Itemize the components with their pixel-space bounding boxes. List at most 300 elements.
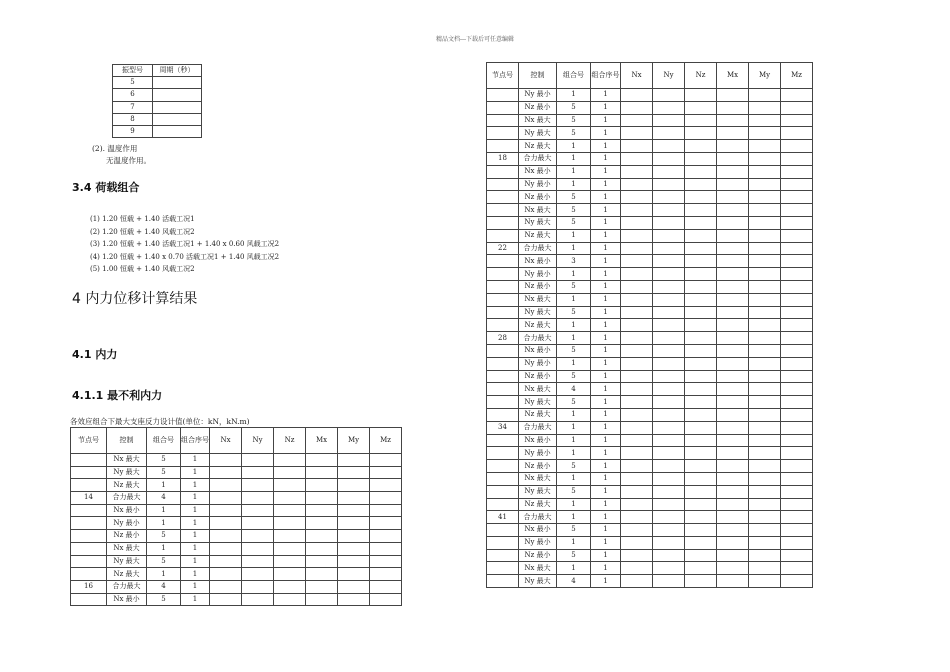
combo-cell: 5 [557, 191, 591, 204]
combo-cell: 5 [557, 204, 591, 217]
ny-cell [653, 344, 685, 357]
control-cell: Nz 最大 [519, 498, 557, 511]
my-cell [749, 216, 781, 229]
combo-seq-cell: 1 [181, 454, 210, 467]
node-cell [71, 568, 107, 581]
period-table [112, 64, 202, 138]
period-row [113, 113, 202, 125]
combo-seq-cell: 1 [591, 229, 621, 242]
table-row [487, 396, 813, 409]
temperature-title: (2). 温度作用 [92, 144, 138, 153]
mz-cell [781, 460, 813, 473]
period-header-row [113, 65, 202, 77]
mx-cell [717, 191, 749, 204]
nx-cell [621, 370, 653, 383]
mode-number-cell: 9 [113, 125, 153, 137]
table-row [71, 479, 402, 492]
mz-cell [370, 479, 402, 492]
combo-cell: 1 [557, 498, 591, 511]
nz-cell [685, 152, 717, 165]
header-my: My [749, 63, 781, 89]
nx-cell [621, 319, 653, 332]
nx-cell [621, 511, 653, 524]
control-cell: 合力最大 [519, 332, 557, 345]
my-cell [749, 549, 781, 562]
my-cell [749, 89, 781, 102]
control-cell: Nx 最大 [519, 562, 557, 575]
combination-list [90, 213, 279, 276]
control-cell: Nx 最小 [519, 524, 557, 537]
combo-cell: 1 [557, 357, 591, 370]
node-cell [71, 542, 107, 555]
my-cell [749, 268, 781, 281]
table-row [487, 191, 813, 204]
combo-cell: 1 [557, 408, 591, 421]
control-cell: Nz 最小 [519, 370, 557, 383]
combo-cell: 5 [557, 114, 591, 127]
table-row [487, 357, 813, 370]
reaction-table-left [70, 427, 402, 606]
node-cell [487, 306, 519, 319]
nz-cell [685, 268, 717, 281]
section-3-4-heading: 3.4 荷载组合 [72, 181, 140, 194]
node-cell [71, 479, 107, 492]
combo-cell: 5 [147, 555, 181, 568]
mz-cell [781, 344, 813, 357]
combo-seq-cell: 1 [591, 498, 621, 511]
my-cell [749, 255, 781, 268]
node-cell [487, 472, 519, 485]
table-row [487, 255, 813, 268]
mz-cell [781, 293, 813, 306]
nx-cell [621, 434, 653, 447]
node-cell [71, 454, 107, 467]
mx-cell [717, 114, 749, 127]
table-row [71, 568, 402, 581]
combo-seq-cell: 1 [591, 127, 621, 140]
mx-cell [717, 332, 749, 345]
mz-cell [781, 165, 813, 178]
node-cell [487, 434, 519, 447]
ny-cell [653, 140, 685, 153]
node-cell [487, 204, 519, 217]
node-cell [487, 293, 519, 306]
mx-cell [717, 204, 749, 217]
combo-seq-cell: 1 [591, 255, 621, 268]
node-cell [487, 268, 519, 281]
combo-cell: 5 [557, 549, 591, 562]
mx-cell [717, 472, 749, 485]
nz-cell [685, 357, 717, 370]
ny-cell [653, 306, 685, 319]
control-cell: 合力最大 [107, 492, 147, 505]
combo-cell: 1 [147, 568, 181, 581]
combo-seq-cell: 1 [181, 517, 210, 530]
table-row [487, 460, 813, 473]
table-row [71, 492, 402, 505]
nx-cell [621, 332, 653, 345]
table-row [487, 344, 813, 357]
combo-cell: 1 [147, 517, 181, 530]
ny-cell [653, 255, 685, 268]
my-cell [749, 536, 781, 549]
node-cell: 16 [71, 580, 107, 593]
nz-cell [274, 580, 306, 593]
control-cell: Nz 最小 [519, 549, 557, 562]
nz-cell [685, 370, 717, 383]
nz-cell [685, 332, 717, 345]
header-mx: Mx [717, 63, 749, 89]
my-cell [749, 383, 781, 396]
nx-cell [621, 357, 653, 370]
control-cell: Nz 最小 [107, 530, 147, 543]
node-cell [487, 344, 519, 357]
my-cell [338, 568, 370, 581]
node-cell [487, 575, 519, 588]
combo-seq-cell: 1 [591, 204, 621, 217]
combo-seq-cell: 1 [591, 383, 621, 396]
control-cell: Ny 最小 [519, 89, 557, 102]
ny-cell [653, 434, 685, 447]
combo-cell: 5 [557, 344, 591, 357]
nz-cell [685, 344, 717, 357]
nz-cell [685, 165, 717, 178]
control-cell: Ny 最大 [107, 466, 147, 479]
ny-cell [653, 152, 685, 165]
combo-seq-cell: 1 [591, 396, 621, 409]
node-cell [487, 408, 519, 421]
mx-cell [717, 498, 749, 511]
combo-seq-cell: 1 [181, 580, 210, 593]
table-row [487, 408, 813, 421]
control-cell: 合力最大 [519, 152, 557, 165]
combo-cell: 1 [557, 293, 591, 306]
node-cell [487, 524, 519, 537]
mx-cell [717, 421, 749, 434]
my-cell [749, 152, 781, 165]
combination-item: (5) 1.00 恒载 + 1.40 风载工况2 [90, 265, 195, 273]
my-cell [749, 524, 781, 537]
mx-cell [306, 593, 338, 606]
header-ny: Ny [242, 428, 274, 454]
mx-cell [306, 517, 338, 530]
nz-cell [685, 127, 717, 140]
node-cell [487, 485, 519, 498]
nx-cell [621, 229, 653, 242]
mz-cell [781, 562, 813, 575]
nx-cell [621, 191, 653, 204]
mz-cell [370, 593, 402, 606]
nx-cell [210, 580, 242, 593]
mx-cell [717, 165, 749, 178]
period-row [113, 77, 202, 89]
my-cell [749, 293, 781, 306]
combo-seq-cell: 1 [591, 370, 621, 383]
my-cell [749, 421, 781, 434]
my-cell [749, 460, 781, 473]
combo-seq-cell: 1 [591, 460, 621, 473]
mz-cell [781, 319, 813, 332]
ny-cell [653, 485, 685, 498]
table-row [487, 549, 813, 562]
nx-cell [621, 536, 653, 549]
mx-cell [306, 454, 338, 467]
nx-cell [621, 421, 653, 434]
ny-cell [653, 229, 685, 242]
table-row [487, 370, 813, 383]
node-cell [71, 530, 107, 543]
nz-cell [274, 530, 306, 543]
my-cell [749, 332, 781, 345]
combo-cell: 5 [147, 530, 181, 543]
nx-cell [210, 555, 242, 568]
mz-cell [370, 580, 402, 593]
header-combo-seq: 组合序号 [591, 63, 621, 89]
table-row [487, 216, 813, 229]
mz-cell [781, 268, 813, 281]
combo-seq-cell: 1 [591, 140, 621, 153]
ny-cell [653, 357, 685, 370]
section-4-heading: 4 内力位移计算结果 [72, 291, 198, 307]
nz-cell [685, 575, 717, 588]
period-row [113, 89, 202, 101]
node-cell [487, 383, 519, 396]
nz-cell [274, 593, 306, 606]
node-cell: 41 [487, 511, 519, 524]
ny-cell [653, 549, 685, 562]
table-row [487, 434, 813, 447]
ny-cell [653, 472, 685, 485]
combo-seq-cell: 1 [591, 485, 621, 498]
mx-cell [717, 344, 749, 357]
combo-cell: 1 [557, 447, 591, 460]
nx-cell [621, 293, 653, 306]
combo-cell: 1 [557, 165, 591, 178]
mz-cell [781, 549, 813, 562]
mz-cell [781, 447, 813, 460]
control-cell: Nx 最大 [107, 454, 147, 467]
combo-seq-cell: 1 [591, 357, 621, 370]
mx-cell [717, 216, 749, 229]
mz-cell [781, 485, 813, 498]
my-cell [749, 472, 781, 485]
control-cell: Ny 最大 [519, 127, 557, 140]
mz-cell [781, 370, 813, 383]
my-cell [749, 408, 781, 421]
table-row [71, 530, 402, 543]
combo-cell: 1 [147, 504, 181, 517]
mz-cell [781, 306, 813, 319]
control-cell: Nx 最大 [519, 472, 557, 485]
mz-cell [781, 524, 813, 537]
combo-seq-cell: 1 [591, 216, 621, 229]
ny-cell [653, 89, 685, 102]
mx-cell [717, 562, 749, 575]
period-cell [153, 113, 202, 125]
my-cell [749, 344, 781, 357]
ny-cell [653, 447, 685, 460]
control-cell: Ny 最大 [519, 216, 557, 229]
mz-cell [781, 536, 813, 549]
ny-cell [653, 127, 685, 140]
mx-cell [306, 555, 338, 568]
node-cell [487, 89, 519, 102]
mx-cell [717, 101, 749, 114]
combo-seq-cell: 1 [591, 332, 621, 345]
control-cell: Nz 最小 [519, 280, 557, 293]
ny-cell [242, 492, 274, 505]
nz-cell [685, 242, 717, 255]
combo-seq-cell: 1 [591, 472, 621, 485]
nz-cell [685, 255, 717, 268]
node-cell: 22 [487, 242, 519, 255]
combo-seq-cell: 1 [591, 280, 621, 293]
mode-number-cell: 5 [113, 77, 153, 89]
nx-cell [621, 89, 653, 102]
combo-seq-cell: 1 [181, 530, 210, 543]
mz-cell [781, 280, 813, 293]
combo-seq-cell: 1 [591, 524, 621, 537]
mx-cell [717, 524, 749, 537]
ny-cell [653, 165, 685, 178]
node-cell: 34 [487, 421, 519, 434]
mx-cell [717, 229, 749, 242]
table-header-row [487, 63, 813, 89]
mx-cell [306, 466, 338, 479]
node-cell [487, 101, 519, 114]
combo-cell: 4 [147, 492, 181, 505]
mz-cell [781, 152, 813, 165]
header-combo: 组合号 [557, 63, 591, 89]
nx-cell [621, 498, 653, 511]
nz-cell [685, 229, 717, 242]
nz-cell [274, 517, 306, 530]
mx-cell [306, 479, 338, 492]
mz-cell [370, 542, 402, 555]
nz-cell [685, 549, 717, 562]
ny-cell [653, 114, 685, 127]
ny-cell [653, 370, 685, 383]
nx-cell [621, 383, 653, 396]
combo-seq-cell: 1 [591, 268, 621, 281]
control-cell: Nz 最小 [519, 460, 557, 473]
ny-cell [653, 575, 685, 588]
table-row [71, 580, 402, 593]
ny-cell [653, 511, 685, 524]
control-cell: Nz 最小 [519, 101, 557, 114]
mz-cell [781, 575, 813, 588]
combo-cell: 1 [557, 472, 591, 485]
mz-cell [781, 332, 813, 345]
control-cell: 合力最大 [519, 421, 557, 434]
combo-cell: 1 [557, 319, 591, 332]
combo-cell: 1 [557, 152, 591, 165]
node-cell [487, 562, 519, 575]
table-row [71, 504, 402, 517]
mx-cell [717, 511, 749, 524]
combo-seq-cell: 1 [591, 319, 621, 332]
period-row [113, 125, 202, 137]
control-cell: Nx 最大 [519, 383, 557, 396]
mx-cell [717, 255, 749, 268]
mz-cell [370, 454, 402, 467]
control-cell: Nx 最小 [107, 504, 147, 517]
ny-cell [653, 293, 685, 306]
nx-cell [621, 114, 653, 127]
combo-seq-cell: 1 [591, 408, 621, 421]
nx-cell [621, 549, 653, 562]
combo-seq-cell: 1 [181, 555, 210, 568]
section-4-1-heading: 4.1 内力 [72, 348, 118, 361]
control-cell: Nz 最大 [107, 568, 147, 581]
combo-cell: 5 [147, 593, 181, 606]
my-cell [338, 492, 370, 505]
combo-cell: 1 [557, 89, 591, 102]
mx-cell [717, 178, 749, 191]
nz-cell [685, 114, 717, 127]
ny-cell [242, 466, 274, 479]
node-cell [487, 255, 519, 268]
table-row [487, 101, 813, 114]
combo-seq-cell: 1 [591, 101, 621, 114]
combo-cell: 5 [557, 460, 591, 473]
ny-cell [242, 568, 274, 581]
nx-cell [621, 485, 653, 498]
mz-cell [781, 101, 813, 114]
control-cell: Nz 最小 [519, 191, 557, 204]
nz-cell [685, 421, 717, 434]
combination-item: (3) 1.20 恒载 + 1.40 活载工况1 + 1.40 x 0.60 风载工况2 [90, 240, 280, 248]
mx-cell [717, 127, 749, 140]
combo-seq-cell: 1 [591, 447, 621, 460]
nx-cell [210, 492, 242, 505]
mz-cell [781, 472, 813, 485]
my-cell [338, 454, 370, 467]
control-cell: Nx 最小 [519, 434, 557, 447]
my-cell [749, 485, 781, 498]
combo-cell: 5 [557, 370, 591, 383]
ny-cell [653, 460, 685, 473]
nz-cell [685, 460, 717, 473]
nz-cell [685, 511, 717, 524]
nz-cell [685, 178, 717, 191]
control-cell: 合力最大 [107, 580, 147, 593]
combo-cell: 4 [557, 575, 591, 588]
mz-cell [781, 114, 813, 127]
table-row [487, 562, 813, 575]
mz-cell [370, 504, 402, 517]
my-cell [749, 204, 781, 217]
header-mz: Mz [370, 428, 402, 454]
my-cell [338, 517, 370, 530]
period-cell [153, 77, 202, 89]
table-row [487, 127, 813, 140]
combo-seq-cell: 1 [591, 165, 621, 178]
period-header-mode: 振型号 [113, 65, 153, 77]
combo-cell: 5 [557, 101, 591, 114]
mx-cell [306, 580, 338, 593]
table-row [71, 542, 402, 555]
my-cell [749, 280, 781, 293]
header-nz: Nz [274, 428, 306, 454]
node-cell [487, 536, 519, 549]
nx-cell [621, 460, 653, 473]
control-cell: Ny 最大 [519, 306, 557, 319]
nx-cell [210, 504, 242, 517]
mx-cell [717, 140, 749, 153]
mx-cell [717, 306, 749, 319]
mz-cell [781, 216, 813, 229]
